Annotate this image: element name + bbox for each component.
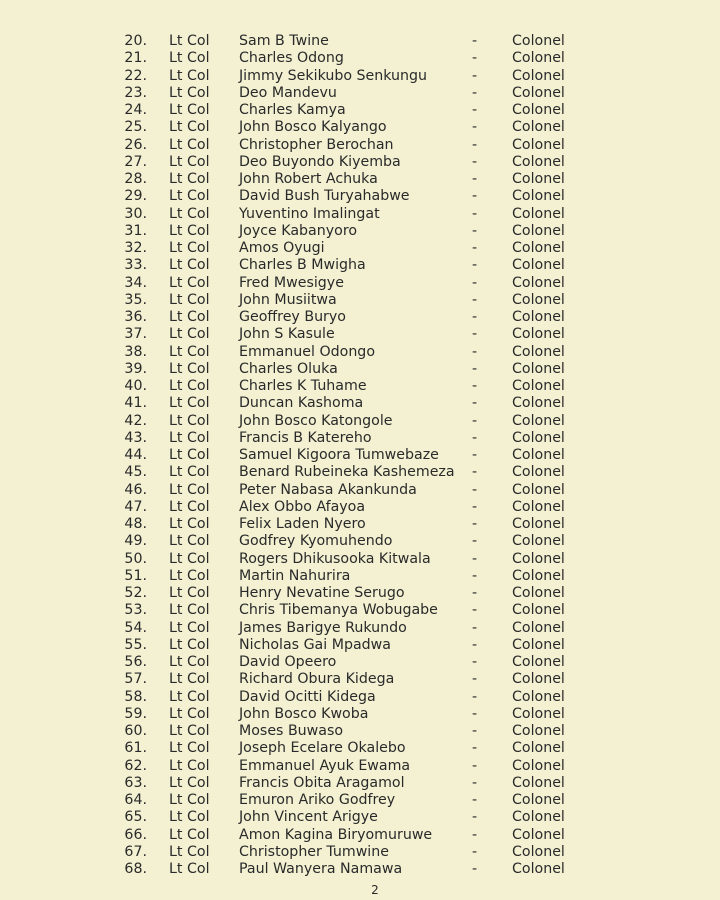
item-number: 39. (124, 360, 147, 377)
separator-dash: - (472, 826, 478, 843)
officer-name: Samuel Kigoora Tumwebaze (239, 447, 439, 463)
item-number: 50. (124, 550, 147, 567)
separator-dash: - (472, 274, 478, 291)
officer-name: Benard Rubeineka Kashemeza (239, 464, 455, 481)
officer-name: Charles Odong (239, 50, 344, 67)
list-item (0, 482, 720, 499)
separator-dash: - (472, 326, 478, 343)
officer-name: John Vincent Arigye (239, 809, 378, 826)
item-number: 40. (124, 378, 147, 394)
officer-name: Henry Nevatine Serugo (239, 585, 405, 601)
item-number: 43. (124, 429, 147, 446)
list-item (0, 102, 720, 119)
list-item (0, 723, 720, 740)
item-number: 42. (124, 412, 147, 429)
new-rank: Colonel (512, 585, 565, 601)
new-rank: Colonel (512, 843, 565, 860)
current-rank: Lt Col (169, 826, 210, 843)
list-item (0, 533, 720, 550)
list-item (0, 188, 720, 205)
separator-dash: - (472, 240, 478, 256)
item-number: 35. (124, 291, 147, 308)
new-rank: Colonel (512, 343, 565, 360)
item-number: 63. (124, 774, 147, 791)
list-item (0, 775, 720, 792)
current-rank: Lt Col (169, 654, 210, 670)
list-item (0, 50, 720, 67)
new-rank: Colonel (512, 153, 565, 170)
item-number: 37. (124, 326, 147, 343)
current-rank: Lt Col (169, 447, 210, 463)
item-number: 68. (124, 861, 147, 877)
current-rank: Lt Col (169, 809, 210, 826)
new-rank: Colonel (512, 291, 565, 308)
new-rank: Colonel (512, 240, 565, 256)
separator-dash: - (472, 688, 478, 705)
current-rank: Lt Col (169, 136, 210, 153)
current-rank: Lt Col (169, 343, 210, 360)
new-rank: Colonel (512, 533, 565, 550)
current-rank: Lt Col (169, 792, 210, 808)
separator-dash: - (472, 33, 478, 49)
separator-dash: - (472, 102, 478, 118)
separator-dash: - (472, 792, 478, 808)
new-rank: Colonel (512, 136, 565, 153)
current-rank: Lt Col (169, 309, 210, 325)
officer-name: Fred Mwesigye (239, 274, 344, 291)
current-rank: Lt Col (169, 257, 210, 274)
separator-dash: - (472, 723, 478, 739)
officer-name: Amon Kagina Biryomuruwe (239, 826, 433, 843)
new-rank: Colonel (512, 671, 565, 688)
officer-name: Geoffrey Buryo (239, 309, 346, 325)
separator-dash: - (472, 636, 478, 653)
item-number: 60. (124, 723, 147, 739)
current-rank: Lt Col (169, 33, 210, 49)
current-rank: Lt Col (169, 636, 210, 653)
officer-name: Godfrey Kyomuhendo (239, 533, 393, 550)
separator-dash: - (472, 671, 478, 688)
current-rank: Lt Col (169, 326, 210, 343)
list-item (0, 171, 720, 188)
item-number: 67. (124, 843, 147, 860)
officer-name: Emmanuel Ayuk Ewama (239, 757, 411, 774)
current-rank: Lt Col (169, 188, 210, 205)
officer-name: Amos Oyugi (239, 240, 325, 256)
new-rank: Colonel (512, 516, 565, 532)
officer-name: John S Kasule (239, 326, 335, 343)
list-item (0, 326, 720, 343)
new-rank: Colonel (512, 567, 565, 584)
current-rank: Lt Col (169, 171, 210, 187)
new-rank: Colonel (512, 67, 565, 84)
separator-dash: - (472, 533, 478, 550)
list-item (0, 430, 720, 447)
officer-name: Martin Nahurira (239, 567, 351, 584)
list-item (0, 464, 720, 481)
new-rank: Colonel (512, 481, 565, 498)
current-rank: Lt Col (169, 240, 210, 256)
item-number: 55. (124, 636, 147, 653)
new-rank: Colonel (512, 309, 565, 325)
new-rank: Colonel (512, 50, 565, 67)
new-rank: Colonel (512, 757, 565, 774)
separator-dash: - (472, 136, 478, 153)
item-number: 56. (124, 654, 147, 670)
item-number: 47. (124, 498, 147, 515)
item-number: 62. (124, 757, 147, 774)
current-rank: Lt Col (169, 774, 210, 791)
separator-dash: - (472, 309, 478, 325)
current-rank: Lt Col (169, 378, 210, 394)
officer-name: John Bosco Kalyango (239, 119, 387, 136)
new-rank: Colonel (512, 84, 565, 101)
current-rank: Lt Col (169, 84, 210, 101)
current-rank: Lt Col (169, 602, 210, 619)
officer-name: Moses Buwaso (239, 723, 344, 739)
item-number: 66. (124, 826, 147, 843)
officer-name: Felix Laden Nyero (239, 516, 366, 532)
list-item (0, 689, 720, 706)
officer-name: John Bosco Katongole (239, 412, 393, 429)
officer-name: Joyce Kabanyoro (239, 222, 358, 239)
current-rank: Lt Col (169, 429, 210, 446)
officer-name: Francis B Katereho (239, 429, 372, 446)
list-item (0, 758, 720, 775)
item-number: 23. (124, 84, 147, 101)
current-rank: Lt Col (169, 619, 210, 636)
current-rank: Lt Col (169, 67, 210, 84)
list-item (0, 395, 720, 412)
current-rank: Lt Col (169, 757, 210, 774)
list-item (0, 844, 720, 861)
item-number: 32. (124, 240, 147, 256)
item-number: 48. (124, 516, 147, 532)
new-rank: Colonel (512, 429, 565, 446)
item-number: 30. (124, 205, 147, 222)
officer-name: Peter Nabasa Akankunda (239, 481, 417, 498)
list-item (0, 447, 720, 464)
list-item (0, 378, 720, 395)
officer-name: Christopher Berochan (239, 136, 394, 153)
separator-dash: - (472, 843, 478, 860)
separator-dash: - (472, 188, 478, 205)
current-rank: Lt Col (169, 360, 210, 377)
list-item (0, 585, 720, 602)
list-item (0, 413, 720, 430)
officer-name: Emmanuel Odongo (239, 343, 375, 360)
separator-dash: - (472, 171, 478, 187)
new-rank: Colonel (512, 723, 565, 739)
officer-name: Francis Obita Aragamol (239, 774, 405, 791)
item-number: 36. (124, 309, 147, 325)
list-item (0, 154, 720, 171)
officer-name: Charles B Mwigha (239, 257, 366, 274)
item-number: 20. (124, 33, 147, 49)
item-number: 54. (124, 619, 147, 636)
item-number: 61. (124, 740, 147, 757)
separator-dash: - (472, 464, 478, 481)
officer-name: Alex Obbo Afayoa (239, 498, 366, 515)
new-rank: Colonel (512, 33, 565, 49)
current-rank: Lt Col (169, 395, 210, 412)
new-rank: Colonel (512, 464, 565, 481)
officer-name: Richard Obura Kidega (239, 671, 395, 688)
item-number: 24. (124, 102, 147, 118)
list-item (0, 223, 720, 240)
separator-dash: - (472, 774, 478, 791)
list-item (0, 861, 720, 878)
new-rank: Colonel (512, 188, 565, 205)
list-item (0, 654, 720, 671)
officer-name: Emuron Ariko Godfrey (239, 792, 396, 808)
officer-name: Joseph Ecelare Okalebo (239, 740, 406, 757)
list-item (0, 568, 720, 585)
new-rank: Colonel (512, 257, 565, 274)
item-number: 64. (124, 792, 147, 808)
promotion-list (0, 33, 720, 878)
separator-dash: - (472, 567, 478, 584)
new-rank: Colonel (512, 654, 565, 670)
separator-dash: - (472, 740, 478, 757)
current-rank: Lt Col (169, 119, 210, 136)
item-number: 49. (124, 533, 147, 550)
item-number: 38. (124, 343, 147, 360)
item-number: 34. (124, 274, 147, 291)
officer-name: David Opeero (239, 654, 337, 670)
separator-dash: - (472, 291, 478, 308)
separator-dash: - (472, 619, 478, 636)
separator-dash: - (472, 67, 478, 84)
list-item (0, 85, 720, 102)
current-rank: Lt Col (169, 585, 210, 601)
item-number: 28. (124, 171, 147, 187)
list-item (0, 33, 720, 50)
current-rank: Lt Col (169, 412, 210, 429)
new-rank: Colonel (512, 102, 565, 118)
item-number: 53. (124, 602, 147, 619)
new-rank: Colonel (512, 222, 565, 239)
officer-name: John Musiitwa (239, 291, 337, 308)
separator-dash: - (472, 153, 478, 170)
new-rank: Colonel (512, 412, 565, 429)
list-item (0, 516, 720, 533)
separator-dash: - (472, 205, 478, 222)
new-rank: Colonel (512, 602, 565, 619)
item-number: 45. (124, 464, 147, 481)
current-rank: Lt Col (169, 481, 210, 498)
separator-dash: - (472, 809, 478, 826)
officer-name: Paul Wanyera Namawa (239, 861, 403, 877)
officer-name: John Robert Achuka (239, 171, 378, 187)
current-rank: Lt Col (169, 50, 210, 67)
separator-dash: - (472, 429, 478, 446)
separator-dash: - (472, 602, 478, 619)
item-number: 57. (124, 671, 147, 688)
new-rank: Colonel (512, 171, 565, 187)
page-number: 2 (371, 883, 379, 897)
current-rank: Lt Col (169, 705, 210, 722)
new-rank: Colonel (512, 826, 565, 843)
new-rank: Colonel (512, 326, 565, 343)
current-rank: Lt Col (169, 723, 210, 739)
officer-name: David Ocitti Kidega (239, 688, 376, 705)
officer-name: Sam B Twine (239, 33, 329, 49)
list-item (0, 740, 720, 757)
current-rank: Lt Col (169, 550, 210, 567)
current-rank: Lt Col (169, 498, 210, 515)
current-rank: Lt Col (169, 688, 210, 705)
officer-name: Charles Kamya (239, 102, 346, 118)
current-rank: Lt Col (169, 291, 210, 308)
separator-dash: - (472, 705, 478, 722)
list-item (0, 206, 720, 223)
officer-name: Deo Buyondo Kiyemba (239, 153, 401, 170)
new-rank: Colonel (512, 360, 565, 377)
new-rank: Colonel (512, 636, 565, 653)
separator-dash: - (472, 447, 478, 463)
current-rank: Lt Col (169, 222, 210, 239)
current-rank: Lt Col (169, 567, 210, 584)
separator-dash: - (472, 50, 478, 67)
new-rank: Colonel (512, 119, 565, 136)
list-item (0, 68, 720, 85)
new-rank: Colonel (512, 688, 565, 705)
item-number: 59. (124, 705, 147, 722)
list-item (0, 137, 720, 154)
separator-dash: - (472, 516, 478, 532)
list-item (0, 499, 720, 516)
item-number: 27. (124, 153, 147, 170)
item-number: 33. (124, 257, 147, 274)
list-item (0, 119, 720, 136)
separator-dash: - (472, 395, 478, 412)
current-rank: Lt Col (169, 205, 210, 222)
list-item (0, 602, 720, 619)
separator-dash: - (472, 360, 478, 377)
new-rank: Colonel (512, 792, 565, 808)
new-rank: Colonel (512, 809, 565, 826)
list-item (0, 551, 720, 568)
officer-name: Christopher Tumwine (239, 843, 389, 860)
officer-name: John Bosco Kwoba (239, 705, 369, 722)
current-rank: Lt Col (169, 671, 210, 688)
item-number: 52. (124, 585, 147, 601)
new-rank: Colonel (512, 740, 565, 757)
officer-name: Jimmy Sekikubo Senkungu (239, 67, 428, 84)
item-number: 26. (124, 136, 147, 153)
current-rank: Lt Col (169, 861, 210, 877)
new-rank: Colonel (512, 274, 565, 291)
current-rank: Lt Col (169, 274, 210, 291)
list-item (0, 637, 720, 654)
officer-name: James Barigye Rukundo (239, 619, 407, 636)
item-number: 58. (124, 688, 147, 705)
officer-name: Charles K Tuhame (239, 378, 367, 394)
list-item (0, 361, 720, 378)
item-number: 31. (124, 222, 147, 239)
separator-dash: - (472, 84, 478, 101)
officer-name: Duncan Kashoma (239, 395, 364, 412)
separator-dash: - (472, 861, 478, 877)
officer-name: Rogers Dhikusooka Kitwala (239, 550, 431, 567)
list-item (0, 792, 720, 809)
officer-name: Yuventino Imalingat (239, 205, 380, 222)
current-rank: Lt Col (169, 153, 210, 170)
item-number: 41. (124, 395, 147, 412)
separator-dash: - (472, 412, 478, 429)
new-rank: Colonel (512, 498, 565, 515)
separator-dash: - (472, 222, 478, 239)
separator-dash: - (472, 550, 478, 567)
new-rank: Colonel (512, 378, 565, 394)
new-rank: Colonel (512, 395, 565, 412)
current-rank: Lt Col (169, 516, 210, 532)
list-item (0, 275, 720, 292)
item-number: 21. (124, 50, 147, 67)
separator-dash: - (472, 257, 478, 274)
current-rank: Lt Col (169, 464, 210, 481)
list-item (0, 292, 720, 309)
new-rank: Colonel (512, 205, 565, 222)
separator-dash: - (472, 757, 478, 774)
separator-dash: - (472, 378, 478, 394)
item-number: 29. (124, 188, 147, 205)
list-item (0, 240, 720, 257)
list-item (0, 706, 720, 723)
new-rank: Colonel (512, 705, 565, 722)
item-number: 44. (124, 447, 147, 463)
list-item (0, 827, 720, 844)
item-number: 25. (124, 119, 147, 136)
separator-dash: - (472, 343, 478, 360)
list-item (0, 344, 720, 361)
item-number: 46. (124, 481, 147, 498)
new-rank: Colonel (512, 619, 565, 636)
new-rank: Colonel (512, 774, 565, 791)
current-rank: Lt Col (169, 102, 210, 118)
officer-name: Nicholas Gai Mpadwa (239, 636, 391, 653)
item-number: 65. (124, 809, 147, 826)
list-item (0, 257, 720, 274)
new-rank: Colonel (512, 447, 565, 463)
item-number: 51. (124, 567, 147, 584)
list-item (0, 620, 720, 637)
separator-dash: - (472, 654, 478, 670)
current-rank: Lt Col (169, 740, 210, 757)
officer-name: Chris Tibemanya Wobugabe (239, 602, 438, 619)
separator-dash: - (472, 585, 478, 601)
new-rank: Colonel (512, 550, 565, 567)
officer-name: Deo Mandevu (239, 84, 337, 101)
list-item (0, 809, 720, 826)
item-number: 22. (124, 67, 147, 84)
separator-dash: - (472, 119, 478, 136)
list-item (0, 309, 720, 326)
separator-dash: - (472, 498, 478, 515)
officer-name: Charles Oluka (239, 360, 338, 377)
officer-name: David Bush Turyahabwe (239, 188, 410, 205)
separator-dash: - (472, 481, 478, 498)
current-rank: Lt Col (169, 533, 210, 550)
list-item (0, 671, 720, 688)
new-rank: Colonel (512, 861, 565, 877)
current-rank: Lt Col (169, 843, 210, 860)
